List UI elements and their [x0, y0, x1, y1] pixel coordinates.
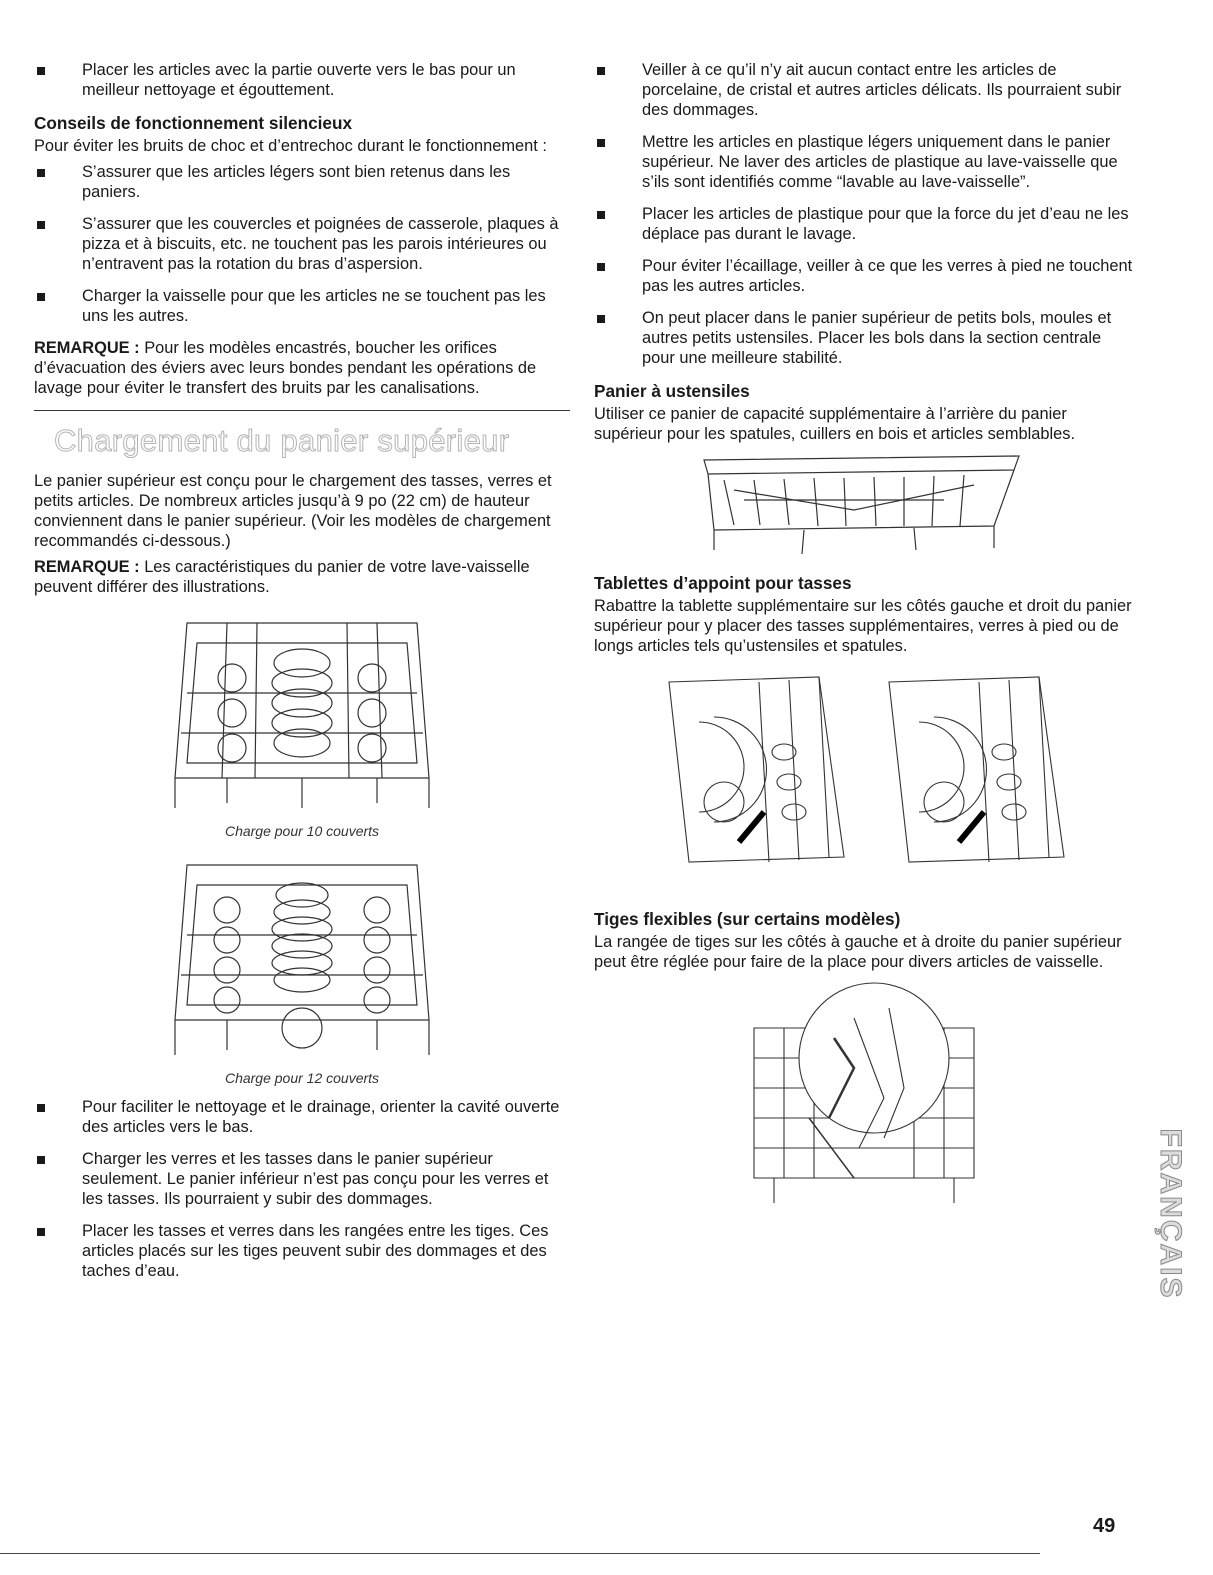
list-item: Charger les verres et les tasses dans le panier supérieur seulement. Le panier inférieur n’est pas conçu pour les verres et les tasses. Ils pourraient y subir des dommages.: [34, 1149, 570, 1209]
figure-caption-10: Charge pour 10 couverts: [224, 823, 380, 839]
note-label: REMARQUE :: [34, 558, 140, 576]
footer-rule: [0, 1553, 1040, 1554]
utensil-heading: Panier à ustensiles: [594, 381, 750, 401]
rack-12-place-illustration: [167, 850, 437, 1065]
list-item: On peut placer dans le panier supérieur de petits bols, moules et autres petits ustensiles. Placer les bols dans la section centrale pour une meilleure stabilité.: [594, 308, 1134, 368]
section-title: Chargement du panier supérieur: [54, 423, 510, 458]
section-divider: [34, 410, 570, 411]
page-number: 49: [1093, 1515, 1116, 1537]
tines-heading: Tiges flexibles (sur certains modèles): [594, 909, 901, 929]
quiet-intro: Pour éviter les bruits de choc et d’entrechoc durant le fonctionnement :: [34, 137, 547, 155]
load-bullet-list: [34, 1097, 570, 1281]
figure-caption-12: Charge pour 12 couverts: [224, 1070, 380, 1086]
tines-text: La rangée de tiges sur les côtés à gauche et à droite du panier supérieur peut être réglée pour faire de la place pour divers articles de vaisselle.: [594, 933, 1122, 971]
quiet-heading: Conseils de fonctionnement silencieux: [34, 113, 353, 133]
note-label: REMARQUE :: [34, 339, 140, 357]
quiet-bullet-list: [34, 162, 570, 326]
note-text: Les caractéristiques du panier de votre lave-vaisselle peuvent différer des illustrations.: [34, 558, 530, 596]
list-item: Pour faciliter le nettoyage et le drainage, orienter la cavité ouverte des articles vers le bas.: [34, 1097, 570, 1137]
list-item: Veiller à ce qu’il n’y ait aucun contact entre les articles de porcelaine, de cristal et autres articles délicats. Ils pourraient subir des dommages.: [594, 60, 1134, 120]
left-column: [34, 60, 570, 1293]
note-remark-2: [34, 557, 570, 597]
flexible-tines-illustration: [734, 978, 994, 1208]
list-item: Charger la vaisselle pour que les articles ne se touchent pas les uns les autres.: [34, 286, 570, 326]
cup-shelf-text: Rabattre la tablette supplémentaire sur les côtés gauche et droit du panier supérieur pour y placer des tasses supplémentaires, verres à pied ou de longs articles tels qu’ustensiles et spatules.: [594, 597, 1132, 655]
cup-shelf-illustration: [629, 662, 1099, 882]
language-side-tab: [1150, 1080, 1190, 1348]
note-text: Pour les modèles encastrés, boucher les orifices d’évacuation des éviers avec leurs bondes pendant les opérations de lavage pour éviter le transfert des bruits par les canalisations.: [34, 339, 537, 397]
list-item: Mettre les articles en plastique légers uniquement dans le panier supérieur. Ne laver des articles de plastique au lave-vaisselle que s’ils sont identifiés comme “lavable au lave-vaisselle”.: [594, 132, 1134, 192]
list-item: S’assurer que les articles légers sont bien retenus dans les paniers.: [34, 162, 570, 202]
list-item: Pour éviter l’écaillage, veiller à ce que les verres à pied ne touchent pas les autres articles.: [594, 256, 1134, 296]
rack-10-place-illustration: [167, 603, 437, 818]
list-item: Placer les articles de plastique pour que la force du jet d’eau ne les déplace pas durant le lavage.: [594, 204, 1134, 244]
right-column: [594, 60, 1134, 1208]
utensil-text: Utiliser ce panier de capacité supplémentaire à l’arrière du panier supérieur pour les spatules, cuillers en bois et articles semblables.: [594, 405, 1076, 443]
care-bullet-list: [594, 60, 1134, 368]
list-item: Placer les tasses et verres dans les rangées entre les tiges. Ces articles placés sur les tiges peuvent subir des dommages et des taches d’eau.: [34, 1221, 570, 1281]
cup-shelf-heading: Tablettes d’appoint pour tasses: [594, 573, 852, 593]
note-remark-1: [34, 338, 570, 398]
section-intro: Le panier supérieur est conçu pour le chargement des tasses, verres et petits articles. De nombreux articles jusqu’à 9 po (22 cm) de hauteur conviennent dans le panier supérieur. (Voir les modèles de chargement recommandés ci-dessous.): [34, 472, 552, 550]
intro-bullet-list: [34, 60, 570, 100]
utensil-basket-illustration: [694, 450, 1034, 560]
intro-bullet: Placer les articles avec la partie ouverte vers le bas pour un meilleur nettoyage et égouttement.: [34, 60, 570, 100]
list-item: S’assurer que les couvercles et poignées de casserole, plaques à pizza et à biscuits, etc. ne touchent pas les parois intérieures ou n’entravent pas la rotation du bras d’aspersion.: [34, 214, 570, 274]
side-tab-label: FRANÇAIS: [1154, 1128, 1187, 1300]
